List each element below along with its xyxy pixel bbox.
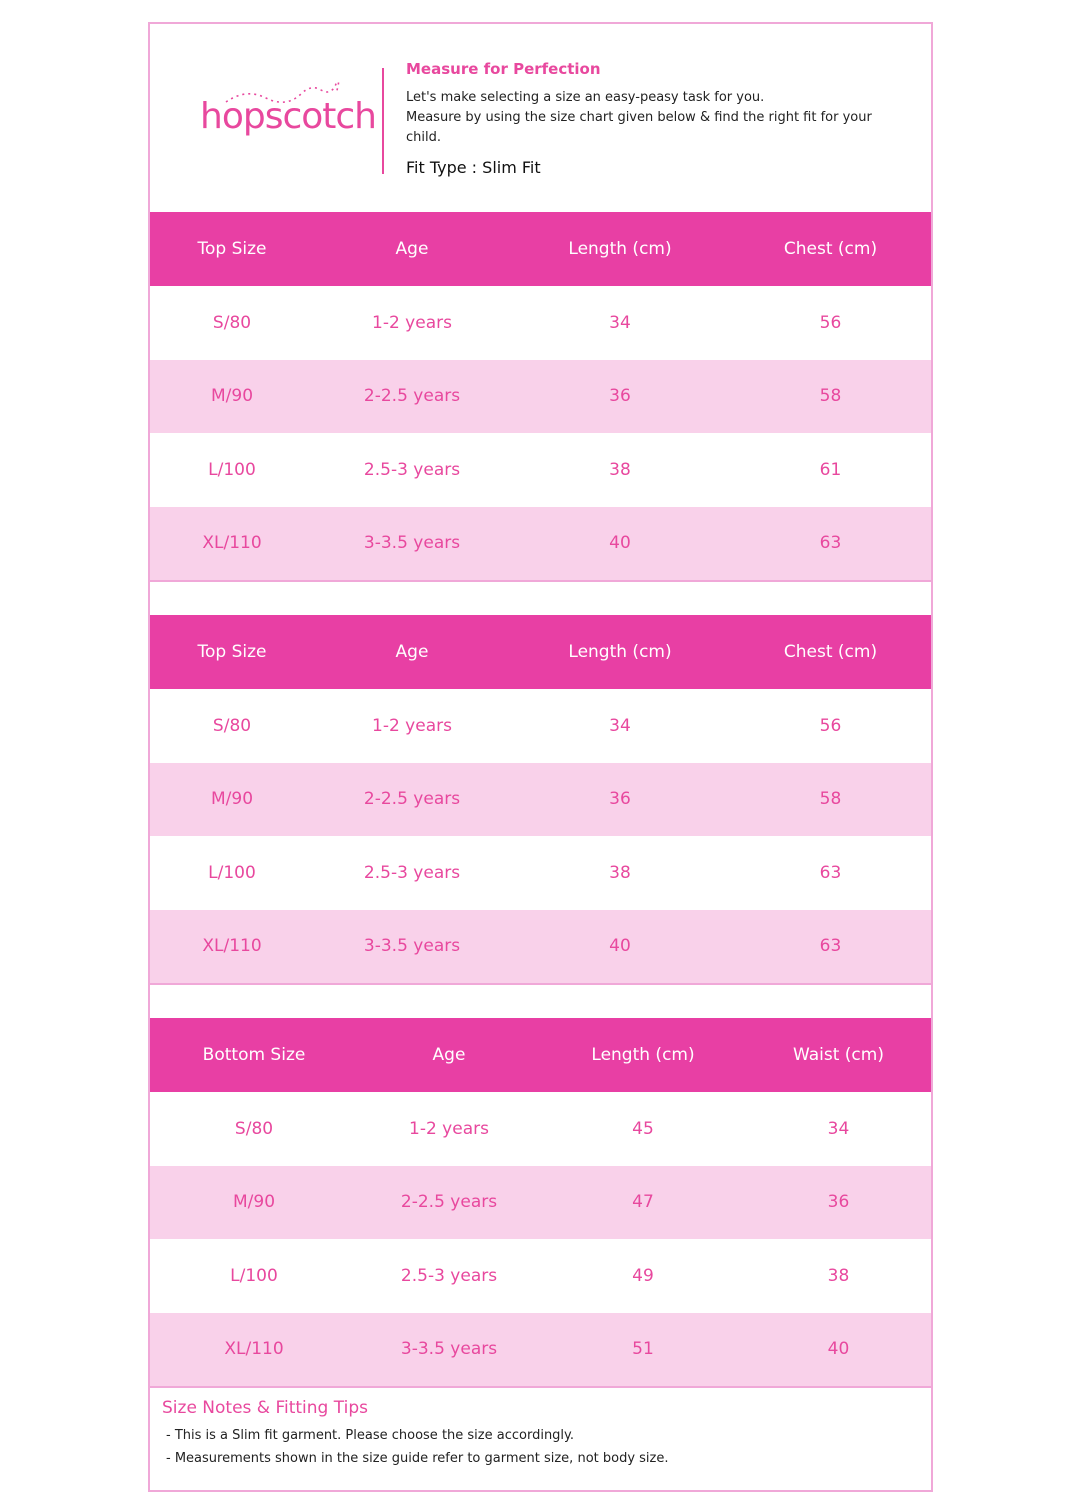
chart-header [150, 24, 931, 212]
table-cell: 34 [827, 1118, 850, 1139]
column-header: Length (cm) [591, 1045, 695, 1065]
hopscotch-logo [186, 68, 376, 178]
table-cell: 63 [819, 936, 842, 957]
table-cell: 45 [632, 1118, 654, 1139]
top-size-table-1 [150, 212, 931, 582]
table-row [150, 433, 931, 507]
notes-title: Size Notes & Fitting Tips [162, 1398, 368, 1418]
table-cell: 34 [609, 715, 631, 736]
table-cell: 3-3.5 years [363, 533, 461, 554]
table-cell: 51 [632, 1339, 654, 1360]
table-cell: L/100 [208, 862, 256, 883]
table-cell: 47 [632, 1192, 654, 1213]
column-header: Bottom Size [202, 1045, 306, 1065]
table-cell: 58 [819, 789, 842, 810]
bottom-size-table [150, 1018, 931, 1388]
table-row [150, 286, 931, 360]
table-row [150, 1166, 931, 1240]
table-cell: 2.5-3 years [363, 862, 461, 883]
table-cell: S/80 [212, 312, 252, 333]
table-cell: M/90 [232, 1192, 276, 1213]
table-cell: 40 [609, 936, 631, 957]
table-cell: L/100 [230, 1265, 278, 1286]
table-cell: 36 [609, 386, 631, 407]
column-header: Age [432, 1045, 466, 1065]
table-cell: 63 [819, 862, 842, 883]
table-row [150, 1313, 931, 1387]
table-header-row [150, 1018, 931, 1092]
fit-type: Fit Type : Slim Fit [406, 158, 541, 177]
table-cell: 34 [609, 312, 631, 333]
table-cell: 40 [609, 533, 631, 554]
intro-line-1: Let's make selecting a size an easy-peasy task for you. [406, 90, 765, 105]
table-cell: XL/110 [202, 936, 262, 957]
table-cell: 2-2.5 years [363, 386, 461, 407]
table-header-row [150, 212, 931, 286]
table-header-row [150, 615, 931, 689]
table-cell: 38 [609, 862, 631, 883]
table-cell: M/90 [210, 386, 254, 407]
table-cell: XL/110 [202, 533, 262, 554]
table-cell: 1-2 years [372, 312, 452, 333]
table-cell: 61 [819, 459, 842, 480]
top-size-table-2 [150, 615, 931, 985]
table-cell: 38 [827, 1265, 850, 1286]
table-cell: 2.5-3 years [363, 459, 461, 480]
table-row [150, 1239, 931, 1313]
column-header: Top Size [197, 642, 267, 662]
intro-block [406, 60, 906, 177]
column-header: Age [395, 239, 429, 259]
table-cell: 40 [827, 1339, 850, 1360]
table-cell: 36 [827, 1192, 850, 1213]
table-row [150, 507, 931, 581]
column-header: Age [395, 642, 429, 662]
column-header: Chest (cm) [783, 642, 878, 662]
table-row [150, 763, 931, 837]
table-row [150, 689, 931, 763]
table-row [150, 910, 931, 984]
table-cell: 56 [819, 312, 842, 333]
table-cell: 2-2.5 years [363, 789, 461, 810]
table-cell: 38 [609, 459, 631, 480]
table-cell: S/80 [212, 715, 252, 736]
table-cell: 2.5-3 years [400, 1265, 498, 1286]
table-cell: 3-3.5 years [400, 1339, 498, 1360]
table-cell: 1-2 years [409, 1118, 489, 1139]
table-cell: S/80 [234, 1118, 274, 1139]
column-header: Length (cm) [568, 239, 672, 259]
column-header: Length (cm) [568, 642, 672, 662]
column-header: Waist (cm) [793, 1045, 884, 1065]
table-cell: 49 [632, 1265, 654, 1286]
table-cell: 1-2 years [372, 715, 452, 736]
table-cell: 56 [819, 715, 842, 736]
column-header: Top Size [197, 239, 267, 259]
table-cell: 58 [819, 386, 842, 407]
table-cell: 36 [609, 789, 631, 810]
note-item: - This is a Slim fit garment. Please choose the size accordingly. [166, 1428, 575, 1443]
note-item: - Measurements shown in the size guide refer to garment size, not body size. [166, 1451, 669, 1466]
column-header: Chest (cm) [783, 239, 878, 259]
table-cell: 2-2.5 years [400, 1192, 498, 1213]
intro-title: Measure for Perfection [406, 60, 601, 78]
table-row [150, 1092, 931, 1166]
table-cell: 3-3.5 years [363, 936, 461, 957]
table-row [150, 360, 931, 434]
size-chart-card [148, 22, 933, 1492]
table-cell: M/90 [210, 789, 254, 810]
intro-line-2: Measure by using the size chart given below & find the right fit for your child. [406, 110, 872, 145]
table-cell: XL/110 [224, 1339, 284, 1360]
size-notes [162, 1398, 922, 1474]
logo-wordmark: hopscotch [200, 96, 376, 137]
table-cell: L/100 [208, 459, 256, 480]
header-divider [382, 68, 384, 174]
table-cell: 63 [819, 533, 842, 554]
table-row [150, 836, 931, 910]
